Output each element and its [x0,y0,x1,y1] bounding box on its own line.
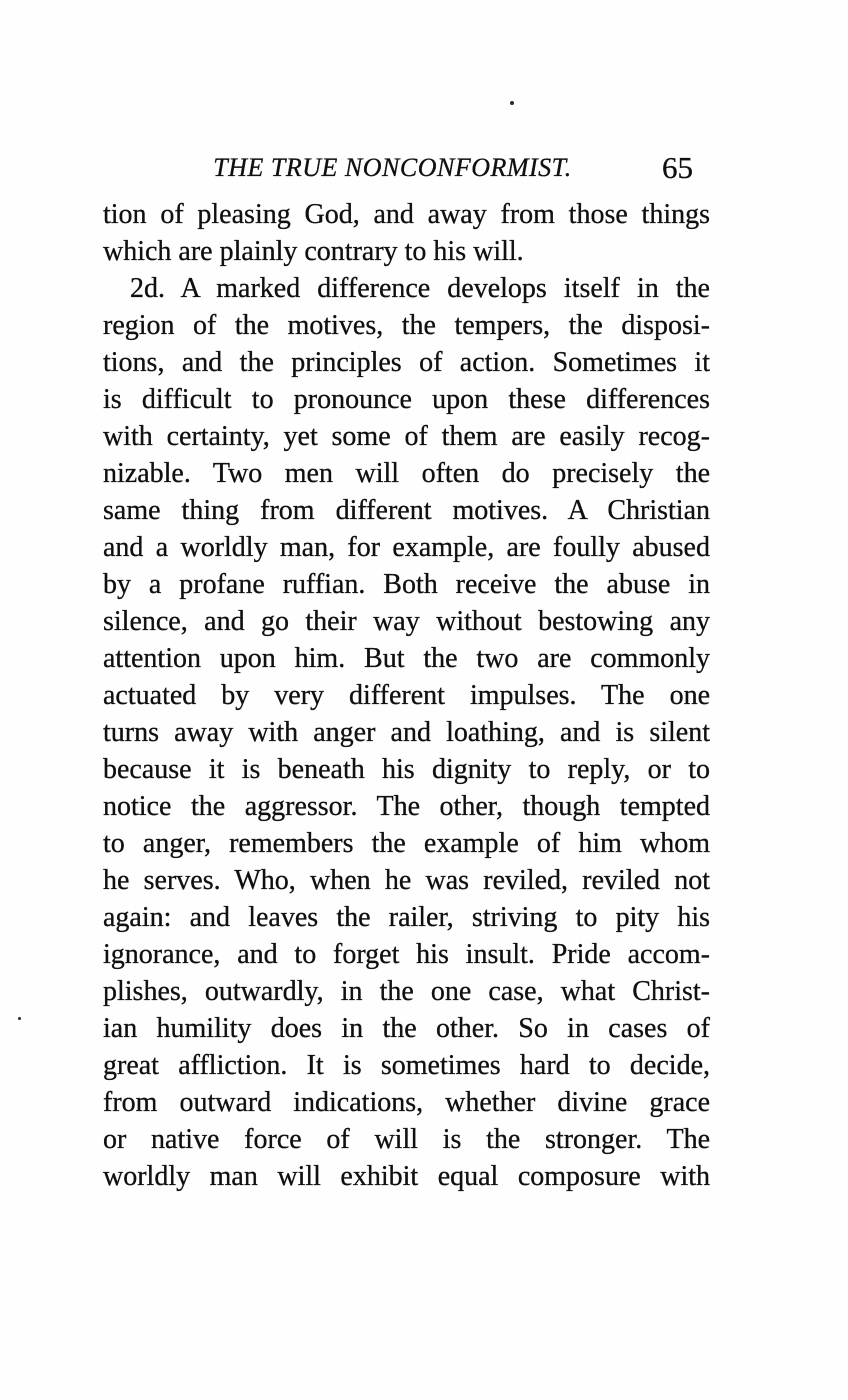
text-line: worldly man will exhibit equal composure with [103,1161,710,1192]
text-line: or native force of will is the stronger. The [103,1124,710,1155]
text-line: he serves. Who, when he was reviled, reviled not [103,865,710,896]
text-line: notice the aggressor. The other, though tempted [103,791,710,822]
text-line: to anger, remembers the example of him whom [103,828,710,859]
text-line: again: and leaves the railer, striving to pity his [103,902,710,933]
text-line: tion of pleasing God, and away from those things [103,199,710,230]
text-line: tions, and the principles of action. Sometimes it [103,347,710,378]
page-header [103,146,710,184]
scan-speck [510,101,514,105]
text-line: plishes, outwardly, in the one case, what Christ- [103,976,710,1007]
text-line: from outward indications, whether divine grace [103,1087,710,1118]
text-line: silence, and go their way without bestowing any [103,606,710,637]
text-line: region of the motives, the tempers, the disposi- [103,310,710,341]
text-line: same thing from different motives. A Christian [103,495,710,526]
paragraph-continuation [103,196,710,270]
text-line: ignorance, and to forget his insult. Pride accom- [103,939,710,970]
page-number: 65 [662,150,693,185]
text-line: and a worldly man, for example, are foully abused [103,532,710,563]
scan-speck [18,1017,21,1020]
text-line: turns away with anger and loathing, and is silent [103,717,710,748]
text-line: with certainty, yet some of them are easily recog- [103,421,710,452]
text-line: by a profane ruffian. Both receive the abuse in [103,569,710,600]
text-line: actuated by very different impulses. The one [103,680,710,711]
text-line: which are plainly contrary to his will. [103,236,524,267]
paragraph-2d [103,270,710,1195]
text-line: nizable. Two men will often do precisely the [103,458,710,489]
text-line: is difficult to pronounce upon these differences [103,384,710,415]
text-line: attention upon him. But the two are commonly [103,643,710,674]
text-line: because it is beneath his dignity to reply, or to [103,754,710,785]
text-line: great affliction. It is sometimes hard to decide, [103,1050,710,1081]
text-line: ian humility does in the other. So in cases of [103,1013,710,1044]
text-line: 2d. A marked difference develops itself in the [130,273,710,304]
running-title: THE TRUE NONCONFORMIST. [213,153,572,182]
page-body [103,196,710,1195]
